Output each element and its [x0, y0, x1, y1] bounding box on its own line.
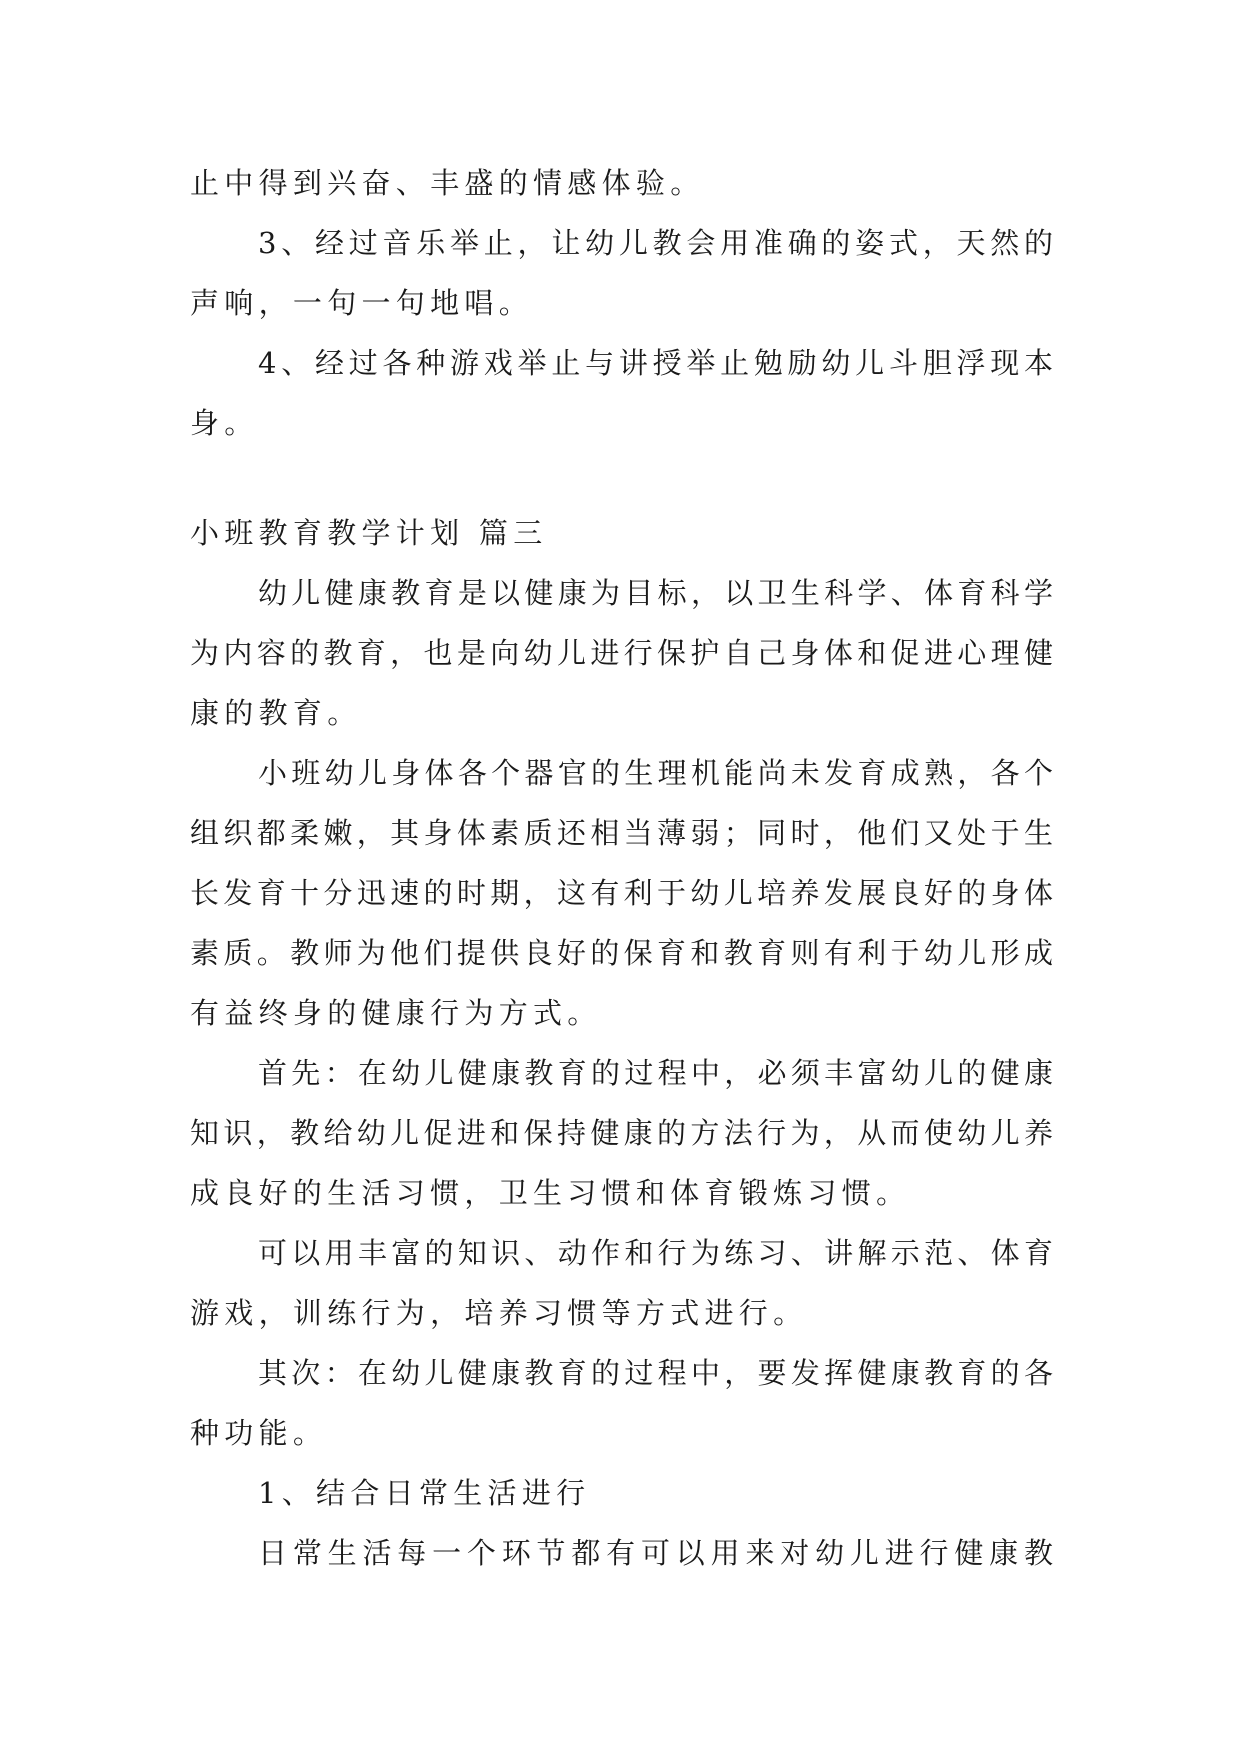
text-line: 首先：在幼儿健康教育的过程中，必须丰富幼儿的健康 — [258, 1056, 1053, 1090]
text-line: 长发育十分迅速的时期，这有利于幼儿培养发展良好的身体 — [190, 876, 1053, 910]
text-line: 为内容的教育，也是向幼儿进行保护自己身体和促进心理健 — [190, 636, 1053, 670]
text-line: 其次：在幼儿健康教育的过程中，要发挥健康教育的各 — [258, 1356, 1053, 1390]
document-page — [190, 0, 1053, 1754]
text-line: 止中得到兴奋、丰盛的情感体验。 — [190, 166, 705, 200]
text-line: 1、结合日常生活进行 — [258, 1476, 591, 1510]
text-line: 游戏，训练行为，培养习惯等方式进行。 — [190, 1296, 808, 1330]
text-line: 3、经过音乐举止，让幼儿教会用准确的姿式，天然的 — [258, 226, 1053, 260]
text-line: 日常生活每一个环节都有可以用来对幼儿进行健康教 — [258, 1536, 1053, 1570]
text-line: 声响，一句一句地唱。 — [190, 286, 534, 320]
text-line: 小班幼儿身体各个器官的生理机能尚未发育成熟，各个 — [258, 756, 1053, 790]
section-heading: 小班教育教学计划 篇三 — [190, 516, 548, 550]
text-line: 成良好的生活习惯，卫生习惯和体育锻炼习惯。 — [190, 1176, 911, 1210]
text-line: 种功能。 — [190, 1416, 328, 1450]
text-line: 素质。教师为他们提供良好的保育和教育则有利于幼儿形成 — [190, 936, 1053, 970]
text-line: 知识，教给幼儿促进和保持健康的方法行为，从而使幼儿养 — [190, 1116, 1053, 1150]
text-line: 4、经过各种游戏举止与讲授举止勉励幼儿斗胆浮现本 — [258, 346, 1053, 380]
text-line: 有益终身的健康行为方式。 — [190, 996, 602, 1030]
text-line: 康的教育。 — [190, 696, 362, 730]
text-line: 组织都柔嫩，其身体素质还相当薄弱；同时，他们又处于生 — [190, 816, 1053, 850]
text-line: 身。 — [190, 406, 259, 440]
text-line: 幼儿健康教育是以健康为目标，以卫生科学、体育科学 — [258, 576, 1053, 610]
text-line: 可以用丰富的知识、动作和行为练习、讲解示范、体育 — [258, 1236, 1053, 1270]
